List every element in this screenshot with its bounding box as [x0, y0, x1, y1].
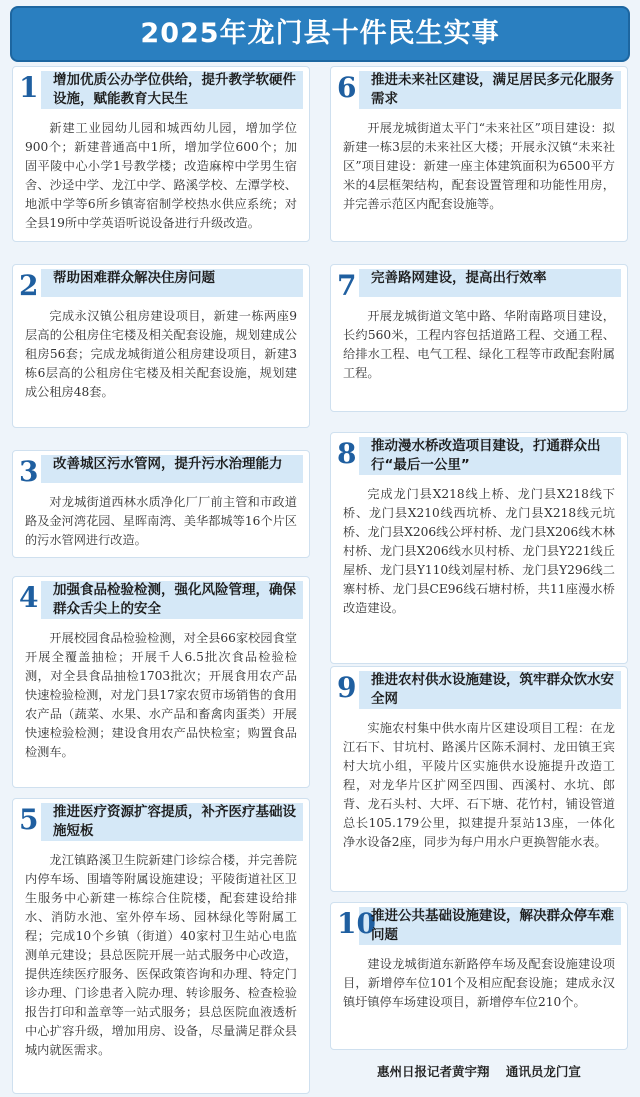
item-title: 增加优质公办学位供给，提升教学软硬件设施，赋能教育大民生 [53, 72, 296, 107]
reporter-credit: 惠州日报记者黄宇翔 [377, 1064, 490, 1079]
item-card-8 [330, 432, 628, 664]
item-body: 龙江镇路溪卫生院新建门诊综合楼，并完善院内停车场、围墙等附属设施建设；平陵街道社区卫生服务中心新建一栋综合住院楼，配套建设给排水、消防水池、室外停车场、园林绿化等附属工程；完成10个乡镇（街道）40家村卫生站心电监测单元建设；县总医院开展一站式服务中心改造，提供连续医疗服务、医保政策咨询和办理、特定门诊办理、门诊患者入院办理、转诊服务、检查检验报告打印和盖章等一站式服务；县总医院血液透析中心扩容升级，增加用房、设备，尽量满足群众县城内就医需求。 [25, 853, 297, 1057]
item-card-4 [12, 576, 310, 788]
item-title: 完善路网建设，提高出行效率 [371, 270, 547, 286]
item-number: 3 [19, 455, 39, 488]
item-body: 新建工业园幼儿园和城西幼儿园，增加学位900个；新建普通高中1所，增加学位600个；加固平陵中心小学1号教学楼；改造麻榨中学男生宿舍、沙迳中学、龙江中学、路溪学校、左潭学校、地派中学等6所乡镇寄宿制学校热水供应系统；对全县19所中学英语听说设备进行升级改造。 [25, 121, 297, 230]
item-card-2 [12, 264, 310, 428]
item-card-5 [12, 798, 310, 1094]
item-card-9 [330, 666, 628, 892]
item-body: 开展龙城街道太平门“未来社区”项目建设：拟新建一栋3层的未来社区大楼；开展永汉镇“未来社区”项目建设：新建一座主体建筑面积为6500平方米的4层框架结构，配套设置管理和功能性用房，并完善示范区内配套设施等。 [343, 121, 615, 211]
item-number: 7 [337, 269, 357, 302]
item-number: 1 [19, 71, 39, 104]
page-title: 2025年龙门县十件民生实事 [10, 6, 630, 62]
item-title: 加强食品检验检测，强化风险管理，确保群众舌尖上的安全 [53, 582, 296, 617]
item-title: 推进公共基础设施建设，解决群众停车难问题 [371, 908, 614, 943]
item-body: 实施农村集中供水南片区建设项目工程：在龙江石下、甘坑村、路溪片区陈禾洞村、龙田镇王宾村大坑小组，平陵片区实施供水设施提升改造工程，对龙华片区扩网至四围、西溪村、水坑、郎背、龙石头村、大坪、石下塘、花竹村，铺设管道总长105.179公里，拟建提升泵站13座，一体化净水设备2座，同步为每户用水户更换智能水表。 [343, 721, 615, 849]
item-title: 推进未来社区建设，满足居民多元化服务需求 [371, 72, 614, 107]
item-number: 8 [337, 437, 357, 470]
item-card-10 [330, 902, 628, 1050]
item-title: 推进医疗资源扩容提质，补齐医疗基础设施短板 [53, 804, 296, 839]
item-body: 完成龙门县X218线上桥、龙门县X218线下桥、龙门县X210线西坑桥、龙门县X218线元坑桥、龙门县X206线公坪村桥、龙门县X206线木林村桥、龙门县X206线水贝村桥、龙门县Y221线丘屋桥、龙门县Y110线刘屋村桥、龙门县Y296线二寨村桥、龙门县CE96线石塘村桥，共11座漫水桥改造建设。 [343, 487, 615, 615]
item-body: 对龙城街道西林水质净化厂厂前主管和市政道路及金河湾花园、星晖南湾、美华都城等16个片区的污水管网进行改造。 [25, 495, 297, 547]
item-number: 5 [19, 803, 39, 836]
item-card-7 [330, 264, 628, 412]
item-card-6 [330, 66, 628, 242]
item-number: 4 [19, 581, 39, 614]
item-card-3 [12, 450, 310, 558]
item-number: 10 [337, 907, 376, 940]
item-number: 2 [19, 269, 39, 302]
item-number: 9 [337, 671, 357, 704]
item-title: 推进农村供水设施建设，筑牢群众饮水安全网 [371, 672, 614, 707]
item-number: 6 [337, 71, 357, 104]
item-title: 改善城区污水管网，提升污水治理能力 [53, 456, 283, 472]
item-body: 完成永汉镇公租房建设项目，新建一栋两座9层高的公租房住宅楼及相关配套设施，规划建成公租房56套；完成龙城街道公租房建设项目，新建3栋6层高的公租房住宅楼及相关配套设施，规划建成公租房48套。 [25, 309, 297, 399]
item-body: 开展校园食品检验检测，对全县66家校园食堂开展全覆盖抽检；开展千人6.5批次食品检验检测，对全县食品抽检1703批次；开展食用农产品快速检验检测，对龙门县17家农贸市场销售的食用农产品（蔬菜、水果、水产品和畜禽肉蛋类）开展快速检验检测；建设食用农产品快检室；购置食品检测车。 [25, 631, 297, 759]
correspondent-credit: 通讯员龙门宣 [505, 1064, 581, 1079]
item-title: 帮助困难群众解决住房问题 [53, 270, 215, 286]
item-body: 建设龙城街道东新路停车场及配套设施建设项目，新增停车位101个及相应配套设施；建成永汉镇圩镇停车场建设项目，新增停车位210个。 [343, 957, 615, 1009]
byline [330, 1062, 628, 1080]
item-body: 开展龙城街道文笔中路、华附南路项目建设，长约560米，工程内容包括道路工程、交通工程、给排水工程、电气工程、绿化工程等市政配套附属工程。 [343, 309, 615, 380]
item-card-1 [12, 66, 310, 242]
item-title: 推动漫水桥改造项目建设，打通群众出行“最后一公里” [371, 438, 601, 473]
